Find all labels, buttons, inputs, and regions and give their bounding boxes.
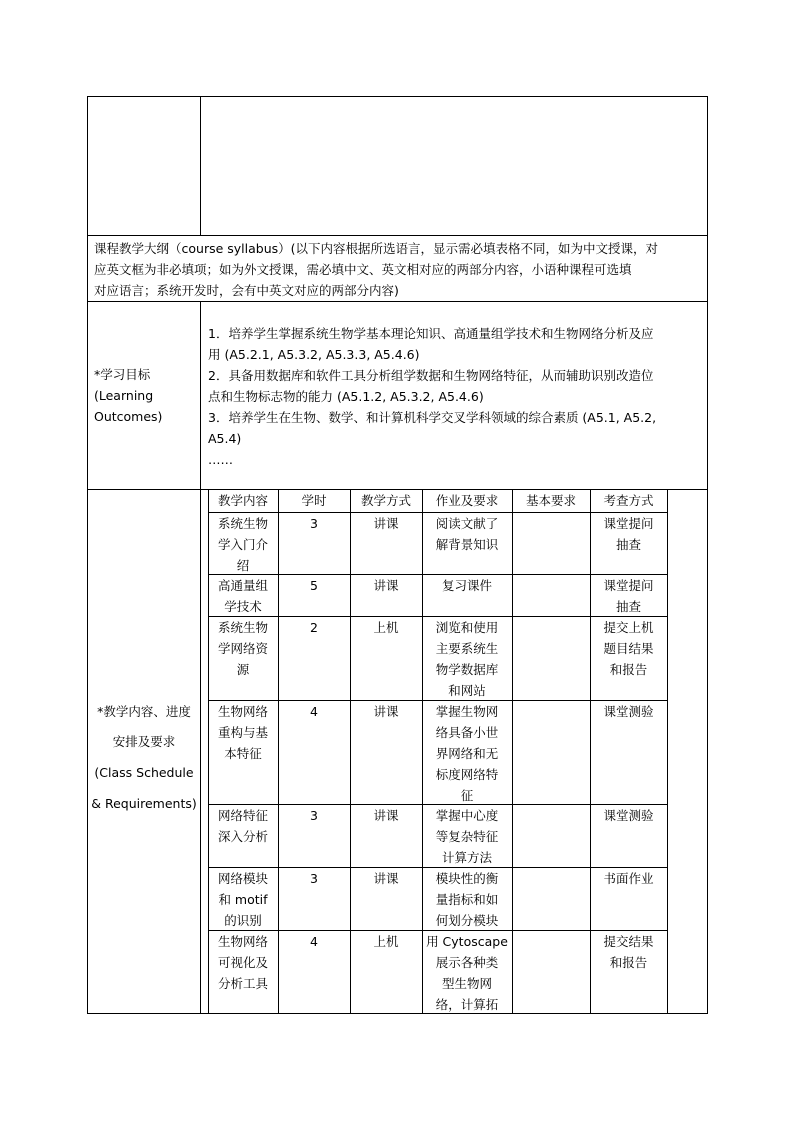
table-row-divider xyxy=(87,301,708,302)
hours-cell: 3 xyxy=(310,808,318,823)
course-content-cell: 本特征 xyxy=(224,746,262,761)
syllabus-note-line: 课程教学大纲（course syllabus）(以下内容根据所选语言，显示需必填表格不同，如为中文授课，对 xyxy=(94,241,659,256)
homework-cell: 等复杂特征 xyxy=(435,829,499,844)
assessment-cell: 和报告 xyxy=(609,955,648,970)
learning-outcome-line: …… xyxy=(208,452,233,467)
schedule-header: 考查方式 xyxy=(603,493,654,508)
homework-cell: 主要系统生 xyxy=(435,641,499,656)
homework-cell: 解背景知识 xyxy=(435,537,499,552)
assessment-cell: 抽查 xyxy=(615,599,641,614)
hours-cell: 3 xyxy=(310,516,318,531)
learning-outcome-line: 3．培养学生在生物、数学、和计算机科学交叉学科领域的综合素质 (A5.1, A5.2, xyxy=(208,410,657,425)
assessment-cell: 课堂提问 xyxy=(603,578,654,593)
learning-outcome-line: 2．具备用数据库和软件工具分析组学数据和生物网络特征，从而辅助识别改造位 xyxy=(208,368,654,383)
schedule-label: 安排及要求 xyxy=(112,734,176,749)
learning-outcomes-label: Outcomes) xyxy=(94,409,163,424)
method-cell: 讲课 xyxy=(373,808,399,823)
assessment-cell: 提交上机 xyxy=(603,620,654,635)
table-border-top xyxy=(87,96,708,97)
table-border-right xyxy=(707,96,708,1014)
homework-cell: 物学数据库 xyxy=(435,662,499,677)
table-row-divider xyxy=(87,235,708,236)
homework-cell: 掌握中心度 xyxy=(435,808,499,823)
course-content-cell: 可视化及 xyxy=(217,955,268,970)
homework-cell: 展示各种类 xyxy=(435,955,499,970)
learning-outcome-line: A5.4) xyxy=(208,431,242,446)
hours-cell: 4 xyxy=(310,934,318,949)
table-column-divider xyxy=(200,96,201,236)
homework-cell: 模块性的衡 xyxy=(435,871,499,886)
schedule-column-divider xyxy=(512,489,513,1013)
method-cell: 讲课 xyxy=(373,516,399,531)
hours-cell: 4 xyxy=(310,704,318,719)
course-content-cell: 源 xyxy=(236,662,250,677)
homework-cell: 型生物网 xyxy=(441,976,492,991)
homework-cell: 量指标和如 xyxy=(435,892,499,907)
homework-cell: 何划分模块 xyxy=(435,913,499,928)
homework-cell: 复习课件 xyxy=(441,578,492,593)
course-content-cell: 分析工具 xyxy=(217,976,268,991)
learning-outcome-line: 用 (A5.2.1, A5.3.2, A5.3.3, A5.4.6) xyxy=(208,347,420,362)
homework-cell: 和网站 xyxy=(448,683,486,698)
syllabus-note-line: 应英文框为非必填项；如为外文授课，需必填中文、英文相对应的两部分内容，小语种课程可选填 xyxy=(94,262,632,277)
assessment-cell: 课堂测验 xyxy=(603,704,654,719)
learning-outcome-line: 点和生物标志物的能力 (A5.1.2, A5.3.2, A5.4.6) xyxy=(208,389,484,404)
table-border-bottom xyxy=(87,1013,708,1014)
course-content-cell: 高通量组 xyxy=(217,578,268,593)
course-content-cell: 和 motif xyxy=(218,892,268,907)
method-cell: 上机 xyxy=(373,934,399,949)
course-content-cell: 系统生物 xyxy=(217,620,268,635)
method-cell: 讲课 xyxy=(373,871,399,886)
assessment-cell: 书面作业 xyxy=(603,871,654,886)
hours-cell: 3 xyxy=(310,871,318,886)
method-cell: 上机 xyxy=(373,620,399,635)
assessment-cell: 课堂测验 xyxy=(603,808,654,823)
course-content-cell: 学网络资 xyxy=(217,641,268,656)
course-content-cell: 系统生物 xyxy=(217,516,268,531)
homework-cell: 计算方法 xyxy=(441,850,492,865)
assessment-cell: 和报告 xyxy=(609,662,648,677)
course-content-cell: 绍 xyxy=(236,558,250,573)
homework-cell: 征 xyxy=(460,788,474,803)
schedule-label: *教学内容、进度 xyxy=(97,704,191,719)
course-content-cell: 网络特征 xyxy=(217,808,268,823)
homework-cell: 掌握生物网 xyxy=(435,704,499,719)
course-content-cell: 学入门介 xyxy=(217,537,268,552)
method-cell: 讲课 xyxy=(373,578,399,593)
homework-cell: 浏览和使用 xyxy=(435,620,499,635)
table-column-divider xyxy=(200,301,201,1014)
homework-cell: 标度网络特 xyxy=(435,767,499,782)
hours-cell: 5 xyxy=(310,578,318,593)
homework-cell: 界网络和无 xyxy=(435,746,499,761)
homework-cell: 用 Cytoscape xyxy=(426,934,508,949)
course-content-cell: 重构与基 xyxy=(217,725,268,740)
homework-cell: 阅读文献了 xyxy=(435,516,499,531)
learning-outcomes-label: *学习目标 xyxy=(94,367,151,382)
hours-cell: 2 xyxy=(310,620,318,635)
assessment-cell: 题目结果 xyxy=(603,641,654,656)
assessment-cell: 课堂提问 xyxy=(603,516,654,531)
homework-cell: 络具备小世 xyxy=(435,725,499,740)
schedule-label: & Requirements) xyxy=(91,796,197,811)
method-cell: 讲课 xyxy=(373,704,399,719)
schedule-header: 学时 xyxy=(301,493,327,508)
course-content-cell: 的识别 xyxy=(224,913,262,928)
syllabus-note-line: 对应语言；系统开发时，会有中英文对应的两部分内容) xyxy=(94,283,399,298)
learning-outcome-line: 1．培养学生掌握系统生物学基本理论知识、高通量组学技术和生物网络分析及应 xyxy=(208,326,654,341)
course-content-cell: 生物网络 xyxy=(217,934,268,949)
schedule-header: 作业及要求 xyxy=(435,493,499,508)
schedule-header: 教学内容 xyxy=(217,493,268,508)
table-border-left xyxy=(87,96,88,1014)
schedule-label: (Class Schedule xyxy=(94,765,194,780)
course-content-cell: 学技术 xyxy=(224,599,262,614)
homework-cell: 络，计算拓 xyxy=(435,997,499,1012)
schedule-header: 教学方式 xyxy=(360,493,411,508)
assessment-cell: 提交结果 xyxy=(603,934,654,949)
learning-outcomes-label: (Learning xyxy=(94,388,154,403)
course-content-cell: 深入分析 xyxy=(217,829,268,844)
assessment-cell: 抽查 xyxy=(615,537,641,552)
schedule-header: 基本要求 xyxy=(525,493,576,508)
course-content-cell: 网络模块 xyxy=(217,871,268,886)
schedule-table-edge xyxy=(667,489,668,1013)
course-content-cell: 生物网络 xyxy=(217,704,268,719)
